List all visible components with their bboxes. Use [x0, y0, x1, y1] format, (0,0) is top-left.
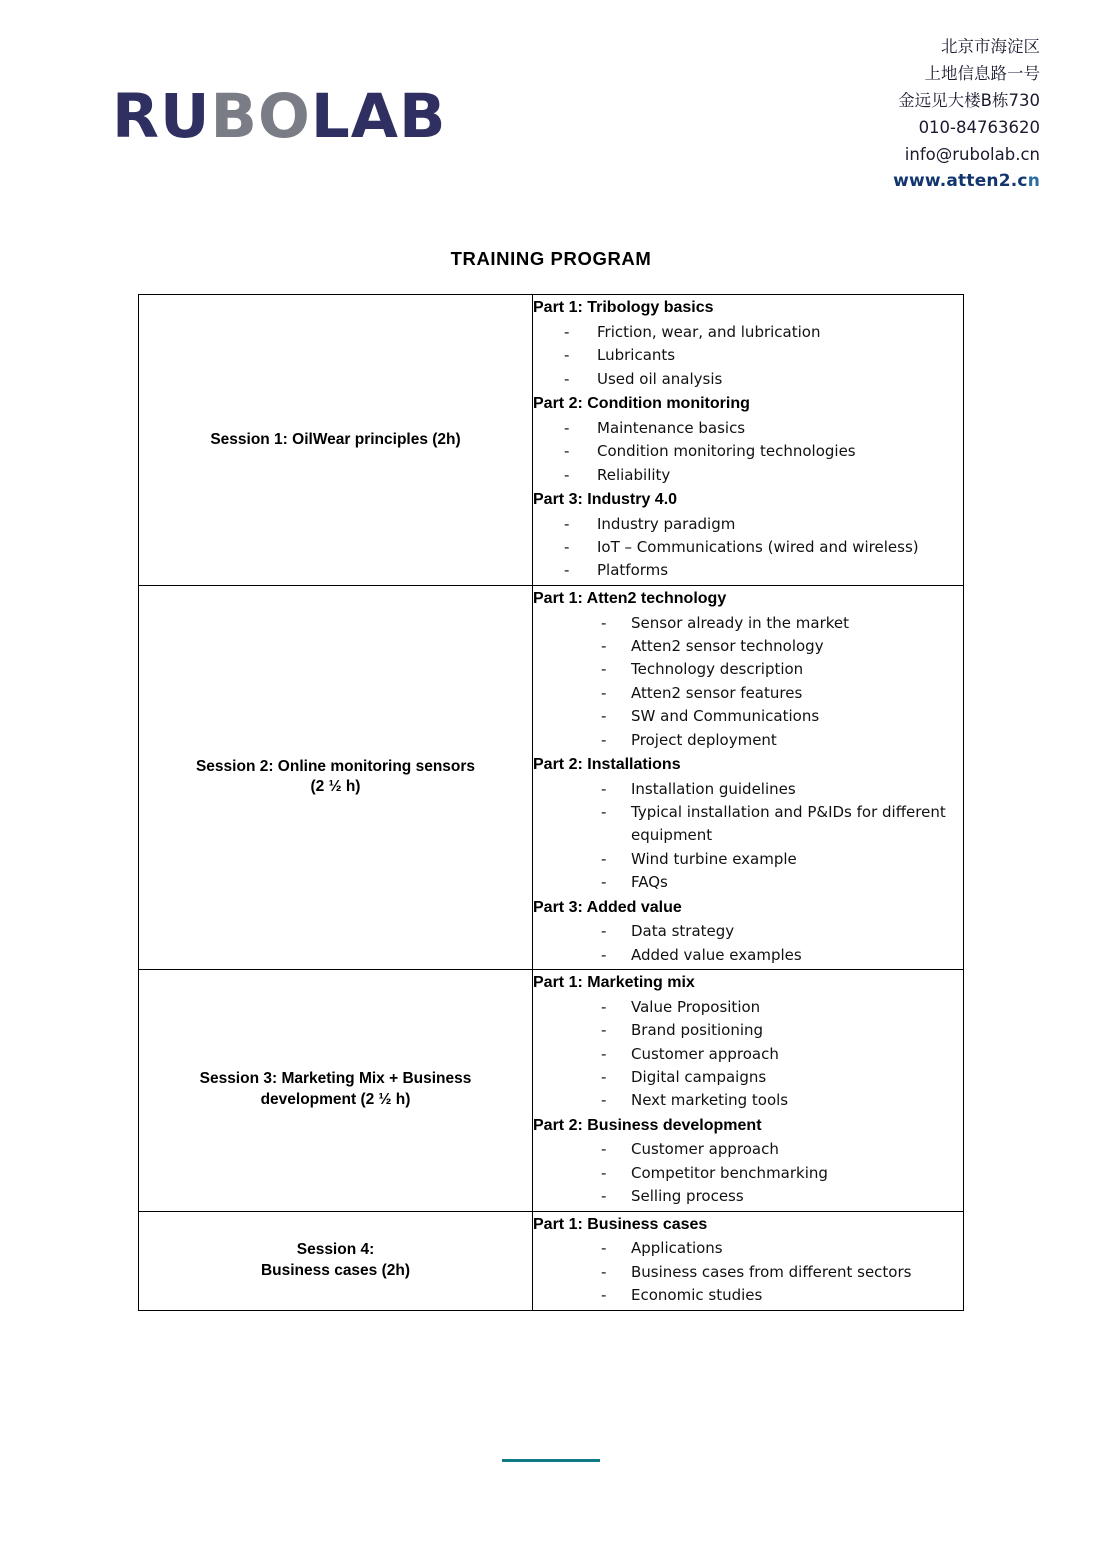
part-heading: Part 3: Industry 4.0 [533, 490, 678, 508]
list-item-label: Value Proposition [631, 997, 761, 1016]
session-title-line-2: development (2 ½ h) [260, 1091, 411, 1109]
dash-bullet-icon: - [601, 613, 607, 632]
dash-bullet-icon: - [564, 369, 570, 388]
list-item-label: Economic studies [631, 1286, 763, 1305]
dash-bullet-icon: - [601, 1286, 607, 1305]
training-program-table [138, 294, 964, 1310]
list-item-label: Atten2 sensor technology [631, 636, 824, 655]
contact-email[interactable]: info@rubolab.cn [904, 144, 1040, 164]
list-item-label: Brand positioning [631, 1021, 764, 1040]
list-item [533, 559, 963, 582]
dash-bullet-icon: - [564, 442, 570, 461]
dash-bullet-icon: - [601, 1187, 607, 1206]
list-item [533, 729, 963, 752]
list-item-label: Project deployment [631, 730, 777, 749]
session-content-cell [533, 585, 964, 969]
dash-bullet-icon: - [601, 1163, 607, 1182]
list-item [533, 1138, 963, 1161]
list-item [533, 536, 963, 559]
session-title-line-1: Session 3: Marketing Mix + Business [199, 1070, 472, 1088]
session-title-cell [139, 970, 533, 1212]
list-item-label: Platforms [597, 561, 669, 580]
dash-bullet-icon: - [601, 636, 607, 655]
part-heading: Part 3: Added value [533, 898, 682, 916]
list-item [533, 464, 963, 487]
contact-website[interactable] [893, 168, 1040, 196]
table-row [139, 295, 964, 586]
part-item-list [533, 996, 963, 1113]
list-item [533, 778, 963, 801]
session-title-line-1: Session 2: Online monitoring sensors [195, 757, 476, 775]
list-item [533, 801, 963, 848]
part-heading: Part 2: Business development [533, 1116, 762, 1134]
list-item-label: Next marketing tools [631, 1091, 789, 1110]
list-item [533, 1043, 963, 1066]
list-item-label: IoT – Communications (wired and wireless) [597, 538, 919, 557]
session-content-cell [533, 970, 964, 1212]
session-title-line-1: Session 4: [296, 1240, 375, 1258]
contact-phone: 010-84763620 [918, 117, 1040, 137]
list-item [533, 1284, 963, 1307]
list-item [533, 871, 963, 894]
dash-bullet-icon: - [564, 561, 570, 580]
session-title-line-2: (2 ½ h) [310, 778, 361, 796]
dash-bullet-icon: - [564, 538, 570, 557]
list-item-label: Applications [631, 1239, 723, 1258]
list-item-label: FAQs [631, 873, 668, 892]
part-heading: Part 2: Installations [533, 755, 681, 773]
dash-bullet-icon: - [601, 873, 607, 892]
dash-bullet-icon: - [601, 660, 607, 679]
list-item-label: Data strategy [631, 922, 735, 941]
list-item-label: Added value examples [631, 945, 802, 964]
footer-accent-bar [502, 1459, 600, 1462]
table-body [139, 295, 964, 1310]
list-item-label: Reliability [597, 465, 671, 484]
part-heading: Part 1: Marketing mix [533, 974, 695, 992]
list-item-label: Selling process [631, 1187, 744, 1206]
dash-bullet-icon: - [564, 514, 570, 533]
list-item [533, 635, 963, 658]
list-item-label: SW and Communications [631, 707, 820, 726]
list-item [533, 658, 963, 681]
dash-bullet-icon: - [601, 803, 607, 821]
list-item [533, 513, 963, 536]
logo-part-bo: BO [210, 81, 311, 152]
list-item [533, 944, 963, 967]
list-item [533, 1261, 963, 1284]
list-item-label: Maintenance basics [597, 418, 746, 437]
contact-website-tail: n [1027, 171, 1040, 192]
dash-bullet-icon: - [564, 346, 570, 365]
contact-address-line-2: 上地信息路一号 [924, 63, 1040, 83]
part-item-list [533, 920, 963, 967]
rubolab-logo [112, 81, 447, 152]
part-heading: Part 2: Condition monitoring [533, 395, 750, 413]
list-item [533, 440, 963, 463]
list-item [533, 344, 963, 367]
list-item [533, 321, 963, 344]
list-item [533, 1185, 963, 1208]
list-item [533, 682, 963, 705]
list-item-label: Lubricants [597, 346, 676, 365]
session-title: Session 1: OilWear principles (2h) [210, 430, 461, 448]
contact-website-main: www.atten2.c [893, 171, 1028, 192]
footer-divider [0, 1459, 1102, 1462]
part-heading: Part 1: Atten2 technology [533, 589, 727, 607]
contact-address-line-1: 北京市海淀区 [941, 37, 1040, 56]
table-row [139, 1211, 964, 1310]
list-item [533, 848, 963, 871]
page-header [0, 0, 1102, 196]
list-item [533, 705, 963, 728]
logo-part-ru: RU [112, 81, 211, 152]
dash-bullet-icon: - [601, 1140, 607, 1159]
part-item-list [533, 612, 963, 752]
dash-bullet-icon: - [601, 1091, 607, 1110]
part-item-list [533, 513, 963, 583]
list-item-label: Typical installation and P&IDs for different equipment [631, 803, 946, 845]
dash-bullet-icon: - [564, 418, 570, 437]
dash-bullet-icon: - [601, 922, 607, 941]
session-content-cell [533, 1211, 964, 1310]
dash-bullet-icon: - [601, 707, 607, 726]
table-row [139, 585, 964, 969]
part-heading: Part 1: Business cases [533, 1215, 708, 1233]
logo-part-lab: LAB [310, 81, 447, 152]
dash-bullet-icon: - [601, 1239, 607, 1258]
list-item-label: Customer approach [631, 1140, 779, 1159]
list-item [533, 417, 963, 440]
part-item-list [533, 321, 963, 391]
dash-bullet-icon: - [564, 322, 570, 341]
list-item [533, 1237, 963, 1260]
dash-bullet-icon: - [564, 465, 570, 484]
list-item [533, 1019, 963, 1042]
list-item [533, 368, 963, 391]
list-item-label: Used oil analysis [597, 369, 723, 388]
dash-bullet-icon: - [601, 945, 607, 964]
session-content-cell [533, 295, 964, 586]
dash-bullet-icon: - [601, 997, 607, 1016]
part-item-list [533, 417, 963, 487]
list-item [533, 1162, 963, 1185]
part-item-list [533, 1138, 963, 1208]
dash-bullet-icon: - [601, 730, 607, 749]
list-item-label: Atten2 sensor features [631, 683, 803, 702]
session-title-cell [139, 585, 533, 969]
list-item-label: Installation guidelines [631, 779, 796, 798]
dash-bullet-icon: - [601, 1021, 607, 1040]
list-item-label: Industry paradigm [597, 514, 736, 533]
list-item-label: Digital campaigns [631, 1067, 767, 1086]
list-item-label: Wind turbine example [631, 849, 797, 868]
list-item-label: Condition monitoring technologies [597, 442, 856, 461]
dash-bullet-icon: - [601, 1262, 607, 1281]
dash-bullet-icon: - [601, 849, 607, 868]
page-title: TRAINING PROGRAM [450, 248, 652, 270]
contact-block [893, 34, 1040, 196]
session-title-cell [139, 295, 533, 586]
list-item-label: Technology description [631, 660, 804, 679]
part-item-list [533, 1237, 963, 1307]
list-item-label: Friction, wear, and lubrication [597, 322, 821, 341]
session-title-line-2: Business cases (2h) [260, 1261, 411, 1279]
list-item [533, 996, 963, 1019]
dash-bullet-icon: - [601, 779, 607, 798]
list-item-label: Competitor benchmarking [631, 1163, 828, 1182]
list-item [533, 612, 963, 635]
dash-bullet-icon: - [601, 683, 607, 702]
dash-bullet-icon: - [601, 1067, 607, 1086]
list-item-label: Business cases from different sectors [631, 1262, 912, 1281]
list-item [533, 1089, 963, 1112]
session-title-cell [139, 1211, 533, 1310]
list-item-label: Sensor already in the market [631, 613, 850, 632]
contact-address-line-3: 金远见大楼B栋730 [898, 90, 1040, 110]
part-item-list [533, 778, 963, 895]
list-item [533, 920, 963, 943]
training-program-table-wrap [138, 294, 964, 1310]
table-row [139, 970, 964, 1212]
dash-bullet-icon: - [601, 1044, 607, 1063]
list-item [533, 1066, 963, 1089]
part-heading: Part 1: Tribology basics [533, 299, 714, 317]
list-item-label: Customer approach [631, 1044, 779, 1063]
